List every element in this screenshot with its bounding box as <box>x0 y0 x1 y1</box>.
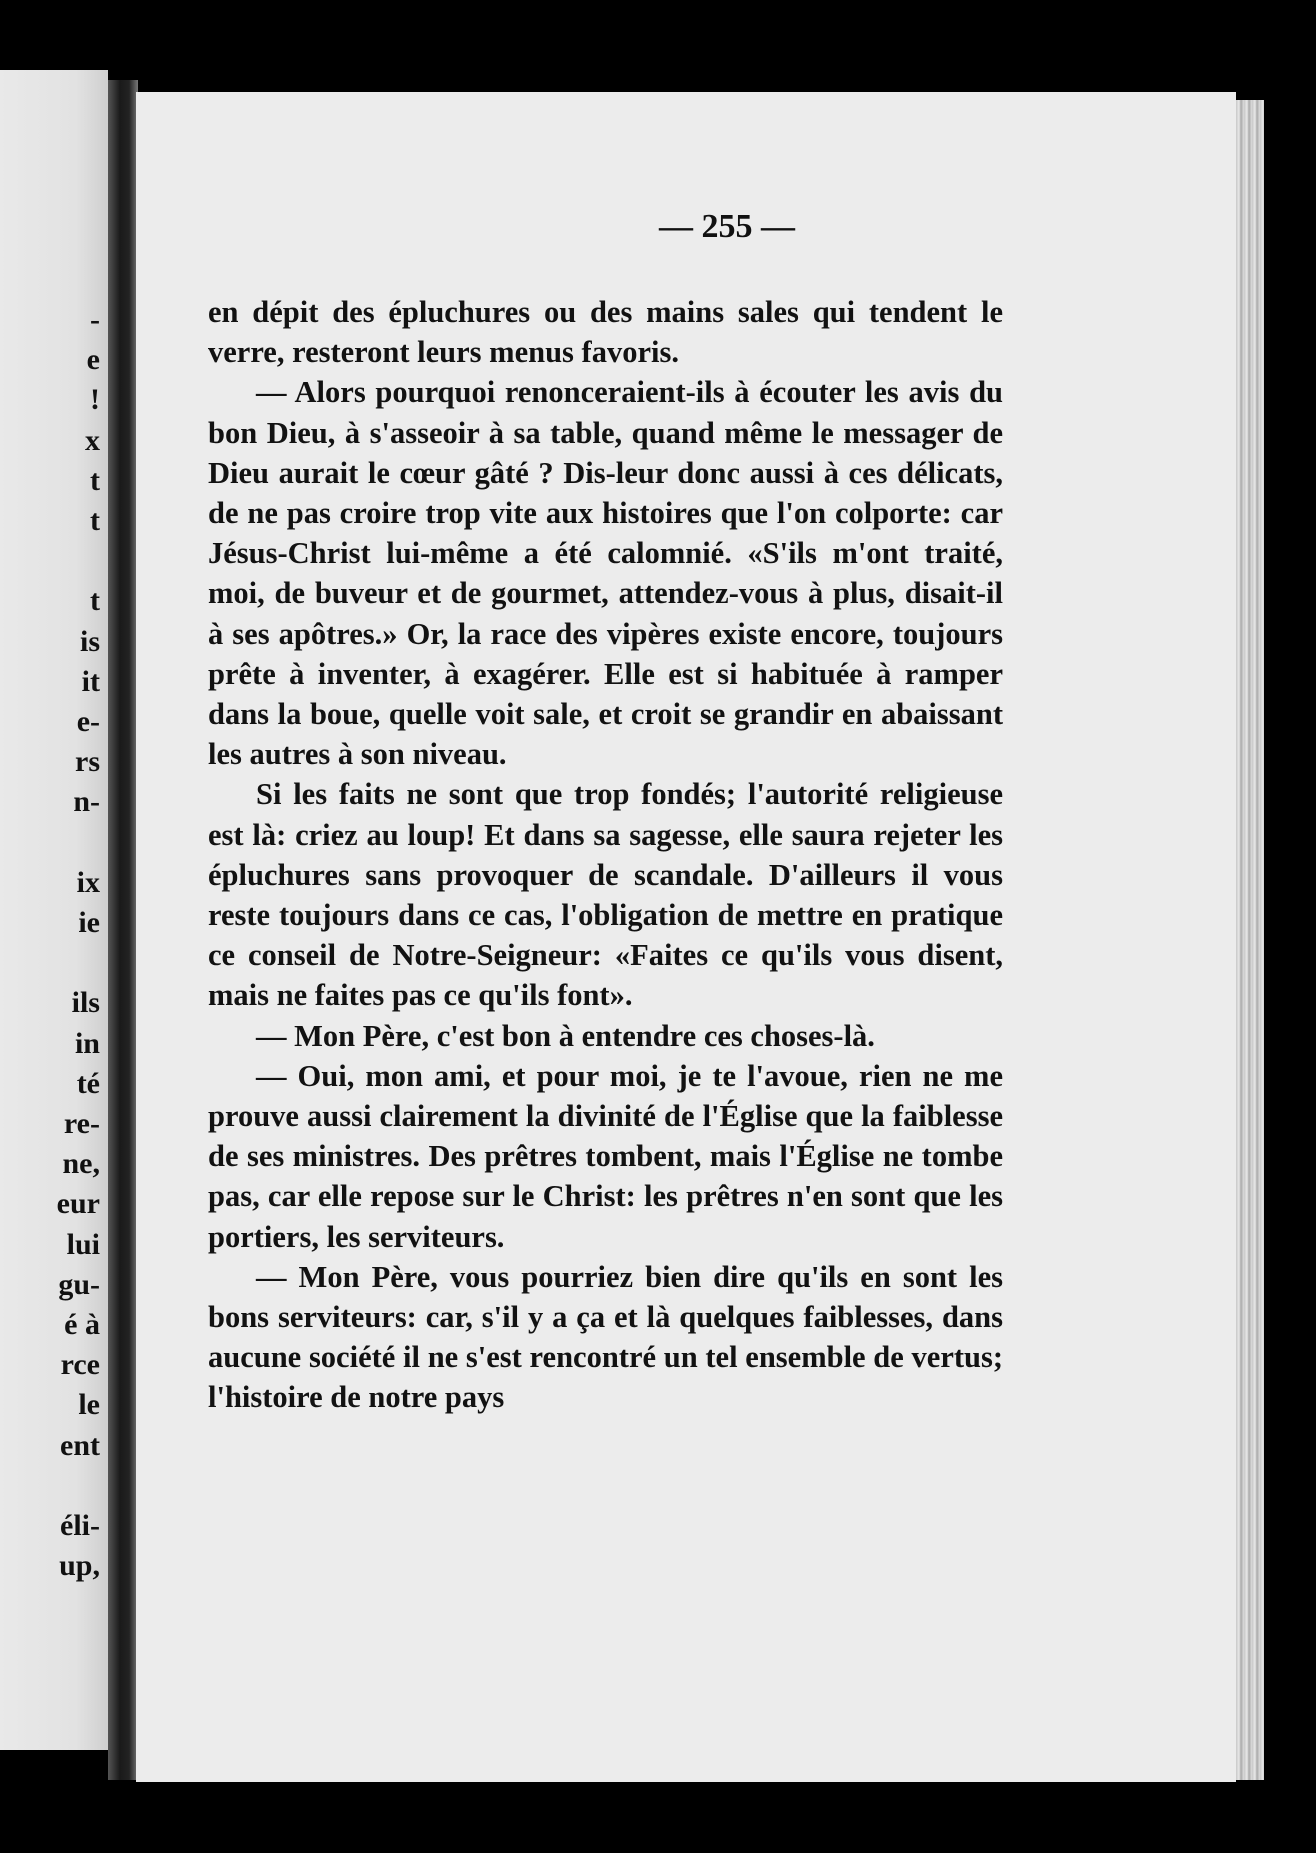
left-page-line-fragment: le <box>78 1388 100 1422</box>
paragraph: — Alors pourquoi renonceraient-ils à écouter les avis du bon Dieu, à s'asseoir à sa table, quand même le messager de Dieu aurait le cœur gâté ? Dis-leur donc aussi à ces délicats, de ne pas croire trop vite aux histoires que l'on colporte: car Jésus-Christ lui-même a été calomnié. «S'ils m'ont traité, moi, de buveur et de gourmet, attendez-vous à plus, disait-il à ses apôtres.» Or, la race des vipères existe encore, toujours prête à inventer, à exagérer. Elle est si habituée à ramper dans la boue, quelle voit sale, et croit se grandir en abaissant les autres à son niveau. <box>208 375 1003 772</box>
paragraph: — Oui, mon ami, et pour moi, je te l'avoue, rien ne me prouve aussi clairement la divinité de l'Église que la faiblesse de ses ministres. Des prêtres tombent, mais l'Église ne tombe pas, car elle repose sur le Christ: les prêtres n'en sont que les portiers, les serviteurs. <box>208 1058 1003 1254</box>
left-page-line-fragment: ent <box>60 1428 100 1462</box>
page-edge <box>1236 100 1264 1780</box>
left-page-line-fragment: it <box>81 664 100 698</box>
left-page-line-fragment: t <box>90 504 100 537</box>
left-page-line-fragment: in <box>74 1026 100 1060</box>
left-page-line-fragment: ix <box>76 865 100 899</box>
left-page-line-fragment: e- <box>76 705 100 738</box>
left-page-line-fragment: ie <box>78 906 100 939</box>
left-page-line-fragment: lui <box>66 1227 100 1261</box>
left-page-line-fragment: gu- <box>58 1267 100 1301</box>
left-page-line-fragment: éli- <box>60 1509 100 1542</box>
left-page-line-fragment: n- <box>73 785 100 819</box>
page-text <box>208 292 1003 1418</box>
left-page-line-fragment: t <box>90 463 100 497</box>
paragraph: Si les faits ne sont que trop fondés; l'autorité religieuse est là: criez au loup! Et dans sa sagesse, elle saura rejeter les épluchures sans provoquer de scandale. D'ailleurs il vous reste toujours dans ce cas, l'obligation de mettre en pratique ce conseil de Notre-Seigneur: «Faites ce qu'ils vous disent, mais ne faites pas ce qu'ils font». <box>208 777 1003 1013</box>
left-page-line-fragment: re- <box>63 1107 100 1140</box>
left-page-line-fragment: ne, <box>62 1147 100 1181</box>
left-facing-page <box>0 70 108 1750</box>
paragraph: — Mon Père, c'est bon à entendre ces choses-là. <box>256 1018 875 1053</box>
paragraph: en dépit des épluchures ou des mains sales qui tendent le verre, resteront leurs menus favoris. <box>208 295 1003 370</box>
left-page-line-fragment: é à <box>64 1308 100 1341</box>
left-page-line-fragment: ! <box>90 383 100 417</box>
left-page-line-fragment: ils <box>71 986 100 1020</box>
left-page-line-fragment: eur <box>56 1187 100 1221</box>
page-number: — 255 — <box>659 208 795 245</box>
left-page-line-fragment: rce <box>60 1348 100 1382</box>
left-page-line-fragment: up, <box>59 1549 100 1583</box>
left-page-line-fragment: - <box>90 303 100 336</box>
paragraph: — Mon Père, vous pourriez bien dire qu'ils en sont les bons serviteurs: car, s'il y a ça et là quelques faiblesses, dans aucune société il ne s'est rencontré un tel ensemble de vertus; l'histoire de notre pays <box>208 1259 1003 1415</box>
book-spine <box>108 80 138 1780</box>
left-page-line-fragment: is <box>79 624 100 658</box>
left-page-line-fragment: t <box>90 584 100 618</box>
left-page-line-fragment: x <box>85 423 100 457</box>
left-page-line-fragment: e <box>86 343 100 377</box>
left-page-line-fragment: rs <box>75 745 100 779</box>
left-page-line-fragment: té <box>76 1066 100 1100</box>
